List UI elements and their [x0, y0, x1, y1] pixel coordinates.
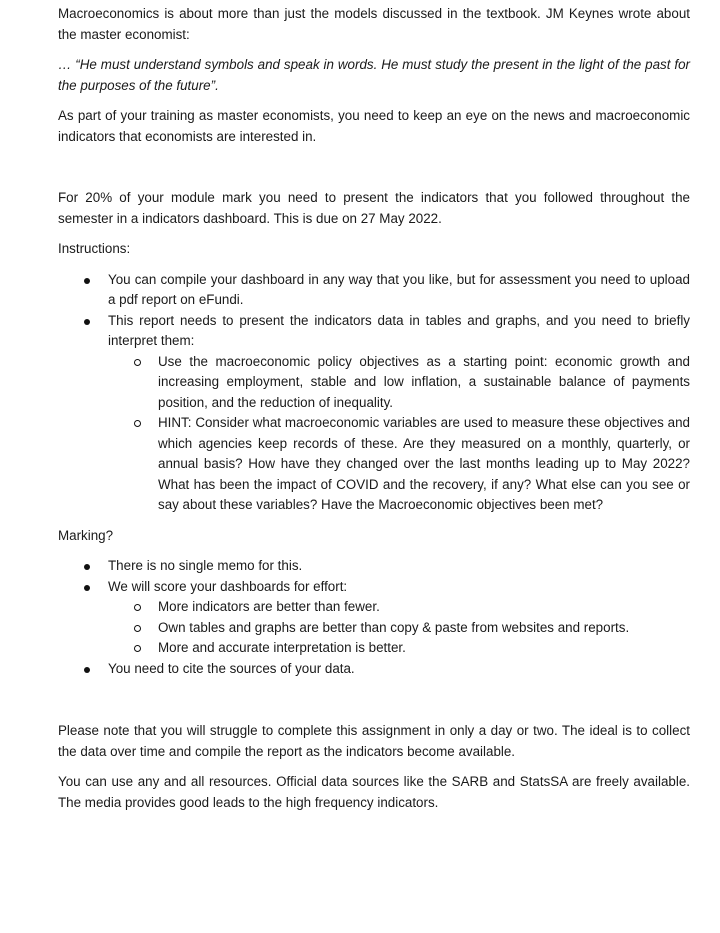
- circle-bullet-icon: [134, 604, 141, 611]
- marking-sublist: [58, 597, 690, 659]
- bullet-icon: [84, 667, 90, 673]
- list-item: [58, 556, 690, 577]
- sublist-item: [58, 597, 690, 618]
- resources-paragraph: You can use any and all resources. Official data sources like the SARB and StatsSA are freely available. The media provides good leads to the high frequency indicators.: [58, 774, 690, 810]
- list-item: [58, 577, 690, 659]
- sublist-item-text: More indicators are better than fewer.: [158, 599, 380, 614]
- list-item-text: This report needs to present the indicators data in tables and graphs, and you need to briefly interpret them:: [108, 312, 690, 348]
- instructions-label: Instructions:: [58, 241, 131, 256]
- instructions-sublist: [58, 352, 690, 516]
- training-paragraph: As part of your training as master economists, you need to keep an eye on the news and macroeconomic indicators that economists are interested in.: [58, 108, 690, 144]
- list-item-text: You can compile your dashboard in any way that you like, but for assessment you need to upload a pdf report on eFundi.: [108, 271, 690, 307]
- sublist-item-text: HINT: Consider what macroeconomic variables are used to measure these objectives and which agencies keep records of these. Are they measured on a monthly, quarterly, or annual basis? How have they changed over the last months leading up to May 2022? What has been the impact of COVID and the recovery, if any? What else can you see or say about these variables? Have the Macroeconomic objectives been met?: [158, 415, 690, 512]
- list-item: [58, 659, 690, 680]
- circle-bullet-icon: [134, 420, 141, 427]
- assignment-document: [58, 4, 690, 813]
- bullet-icon: [84, 585, 90, 591]
- list-item-text: There is no single memo for this.: [108, 558, 303, 573]
- list-item: [58, 270, 690, 311]
- bullet-icon: [84, 278, 90, 284]
- sublist-item-text: Use the macroeconomic policy objectives as a starting point: economic growth and increasing employment, stable and low inflation, a sustainable balance of payments position, and the reduction of inequality.: [158, 353, 690, 410]
- list-item-text: We will score your dashboards for effort:: [108, 578, 348, 594]
- bullet-icon: [84, 319, 90, 325]
- marking-label: Marking?: [58, 527, 114, 543]
- sublist-item: [58, 352, 690, 414]
- sublist-item-text: More and accurate interpretation is better.: [158, 640, 406, 655]
- circle-bullet-icon: [134, 645, 141, 652]
- bullet-icon: [84, 564, 90, 570]
- sublist-item-text: Own tables and graphs are better than copy & paste from websites and reports.: [158, 619, 630, 635]
- sublist-item: [58, 638, 690, 659]
- instructions-list: [58, 270, 690, 516]
- circle-bullet-icon: [134, 625, 141, 632]
- list-item-text: You need to cite the sources of your data.: [108, 660, 355, 676]
- sublist-item: [58, 618, 690, 639]
- keynes-quote: … “He must understand symbols and speak in words. He must study the present in the light of the past for the purposes of the future”.: [58, 57, 690, 93]
- dashboard-paragraph: For 20% of your module mark you need to present the indicators that you followed throughout the semester in a indicators dashboard. This is due on 27 May 2022.: [58, 190, 690, 226]
- intro-paragraph: Macroeconomics is about more than just the models discussed in the textbook. JM Keynes wrote about the master economist:: [58, 6, 690, 42]
- sublist-item: [58, 413, 690, 516]
- closing-note-paragraph: Please note that you will struggle to complete this assignment in only a day or two. The ideal is to collect the data over time and compile the report as the indicators become available.: [58, 723, 690, 759]
- marking-list: [58, 556, 690, 679]
- list-item: [58, 311, 690, 516]
- circle-bullet-icon: [134, 359, 141, 366]
